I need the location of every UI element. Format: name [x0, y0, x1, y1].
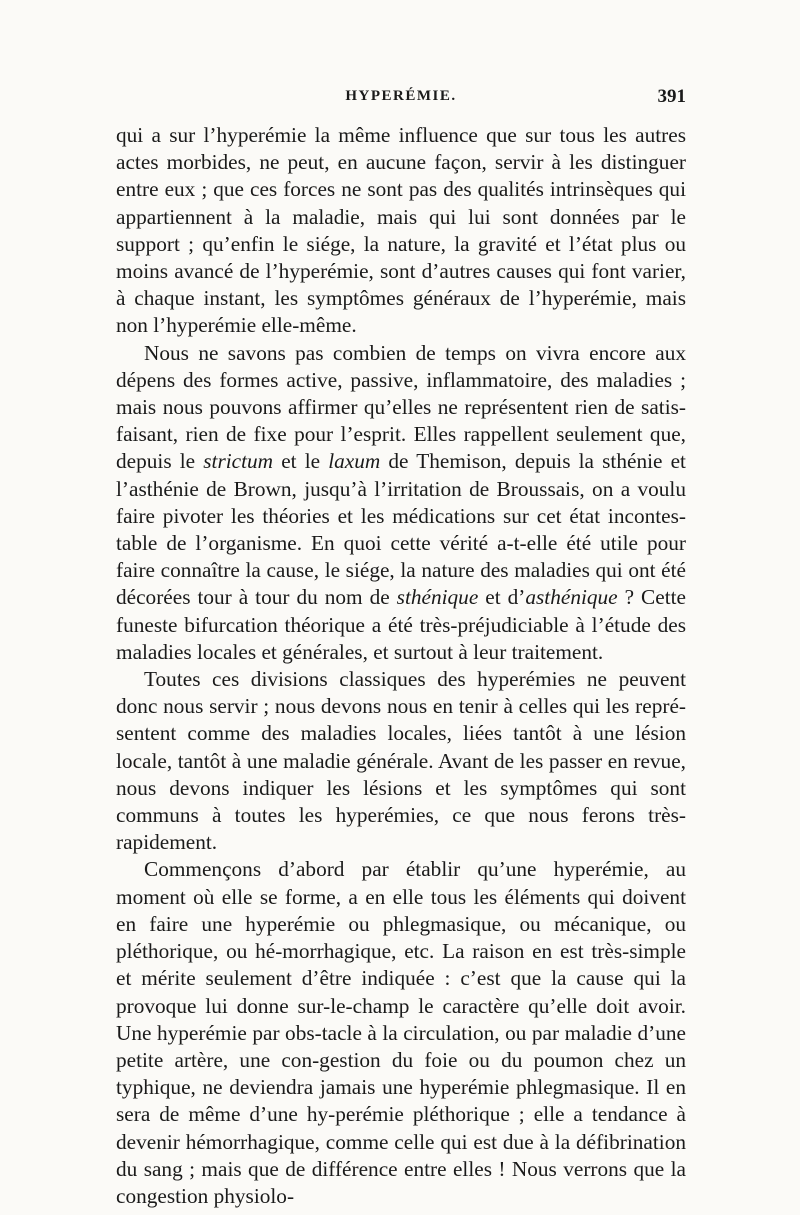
- italic-term-laxum: laxum: [328, 449, 381, 474]
- text-segment: de Themison, depuis la sthénie et l’asthénie de Brown, jusqu’à l’irritation de Broussais, on a voulu faire pivoter les théories et les médications sur cet état incontes-table de l’organisme. En quoi cette vérité a-t-elle été utile pour faire connaître la cause, le siége, la nature des maladies qui ont été décorées tour à tour du nom de: [116, 449, 686, 610]
- body-text: [116, 122, 686, 1210]
- book-page: [116, 88, 686, 1210]
- text-segment: et le: [273, 449, 329, 474]
- italic-term-strictum: strictum: [203, 449, 274, 474]
- paragraph-2: [116, 340, 686, 666]
- text-segment: ? Cette funeste bifurcation théorique a été très-préjudiciable à l’étude des maladies locales et générales, et surtout à leur traitement.: [116, 585, 686, 664]
- text-segment: Toutes ces divisions classiques des hyperémies ne peuvent donc nous servir ; nous devons nous en tenir à celles qui les repré-sentent comme des maladies locales, liées tantôt à une lésion locale, tantôt à une maladie générale. Avant de les passer en revue, nous devons indiquer les lésions et les symptômes qui sont communs à toutes les hyperémies, ce que nous ferons très-rapidement.: [116, 667, 686, 855]
- paragraph-4: [116, 856, 686, 1210]
- text-segment: Nous ne savons pas combien de temps on vivra encore aux dépens des formes active, passive, inflammatoire, des maladies ; mais nous pouvons affirmer qu’elles ne représentent rien de satis-faisant, rien de fixe pour l’esprit. Elles rappellent seulement que, depuis le: [116, 340, 686, 474]
- text-segment: qui a sur l’hyperémie la même influence que sur tous les autres actes morbides, ne peut, en aucune façon, servir à les distinguer entre eux ; que ces forces ne sont pas des qualités intrinsèques qui appartiennent à la maladie, mais qui lui sont données par le support ; qu’enfin le siége, la nature, la gravité et l’état plus ou moins avancé de l’hyperémie, sont d’autres causes qui font varier, à chaque instant, les symptômes généraux de l’hyperémie, mais non l’hyperémie elle-même.: [116, 123, 686, 338]
- text-segment: Commençons d’abord par établir qu’une hyperémie, au moment où elle se forme, a en elle tous les éléments qui doivent en faire une hyperémie ou phlegmasique, ou mécanique, ou pléthorique, ou hé-morrhagique, etc. La raison en est très-simple et mérite seulement d’être indiquée : c’est que la cause qui la provoque lui donne sur-le-champ le caractère qu’elle doit avoir. Une hyperémie par obs-tacle à la circulation, ou par maladie d’une petite artère, une con-gestion du foie ou du poumon chez un typhique, ne deviendra jamais une hyperémie phlegmasique. Il en sera de même d’une hy-perémie pléthorique ; elle a tendance à devenir hémorrhagique, comme celle qui est due à la défibrination du sang ; mais que de différence entre elles ! Nous verrons que la congestion physiolo-: [116, 857, 686, 1208]
- italic-term-sthenique: sthénique: [396, 585, 479, 610]
- page-number: 391: [657, 86, 686, 107]
- running-head: [116, 88, 686, 122]
- paragraph-1: [116, 122, 686, 340]
- italic-term-asthenique: asthénique: [525, 585, 618, 610]
- paragraph-3: [116, 666, 686, 856]
- text-segment: et d’: [478, 585, 526, 610]
- running-title: HYPERÉMIE.: [345, 88, 457, 104]
